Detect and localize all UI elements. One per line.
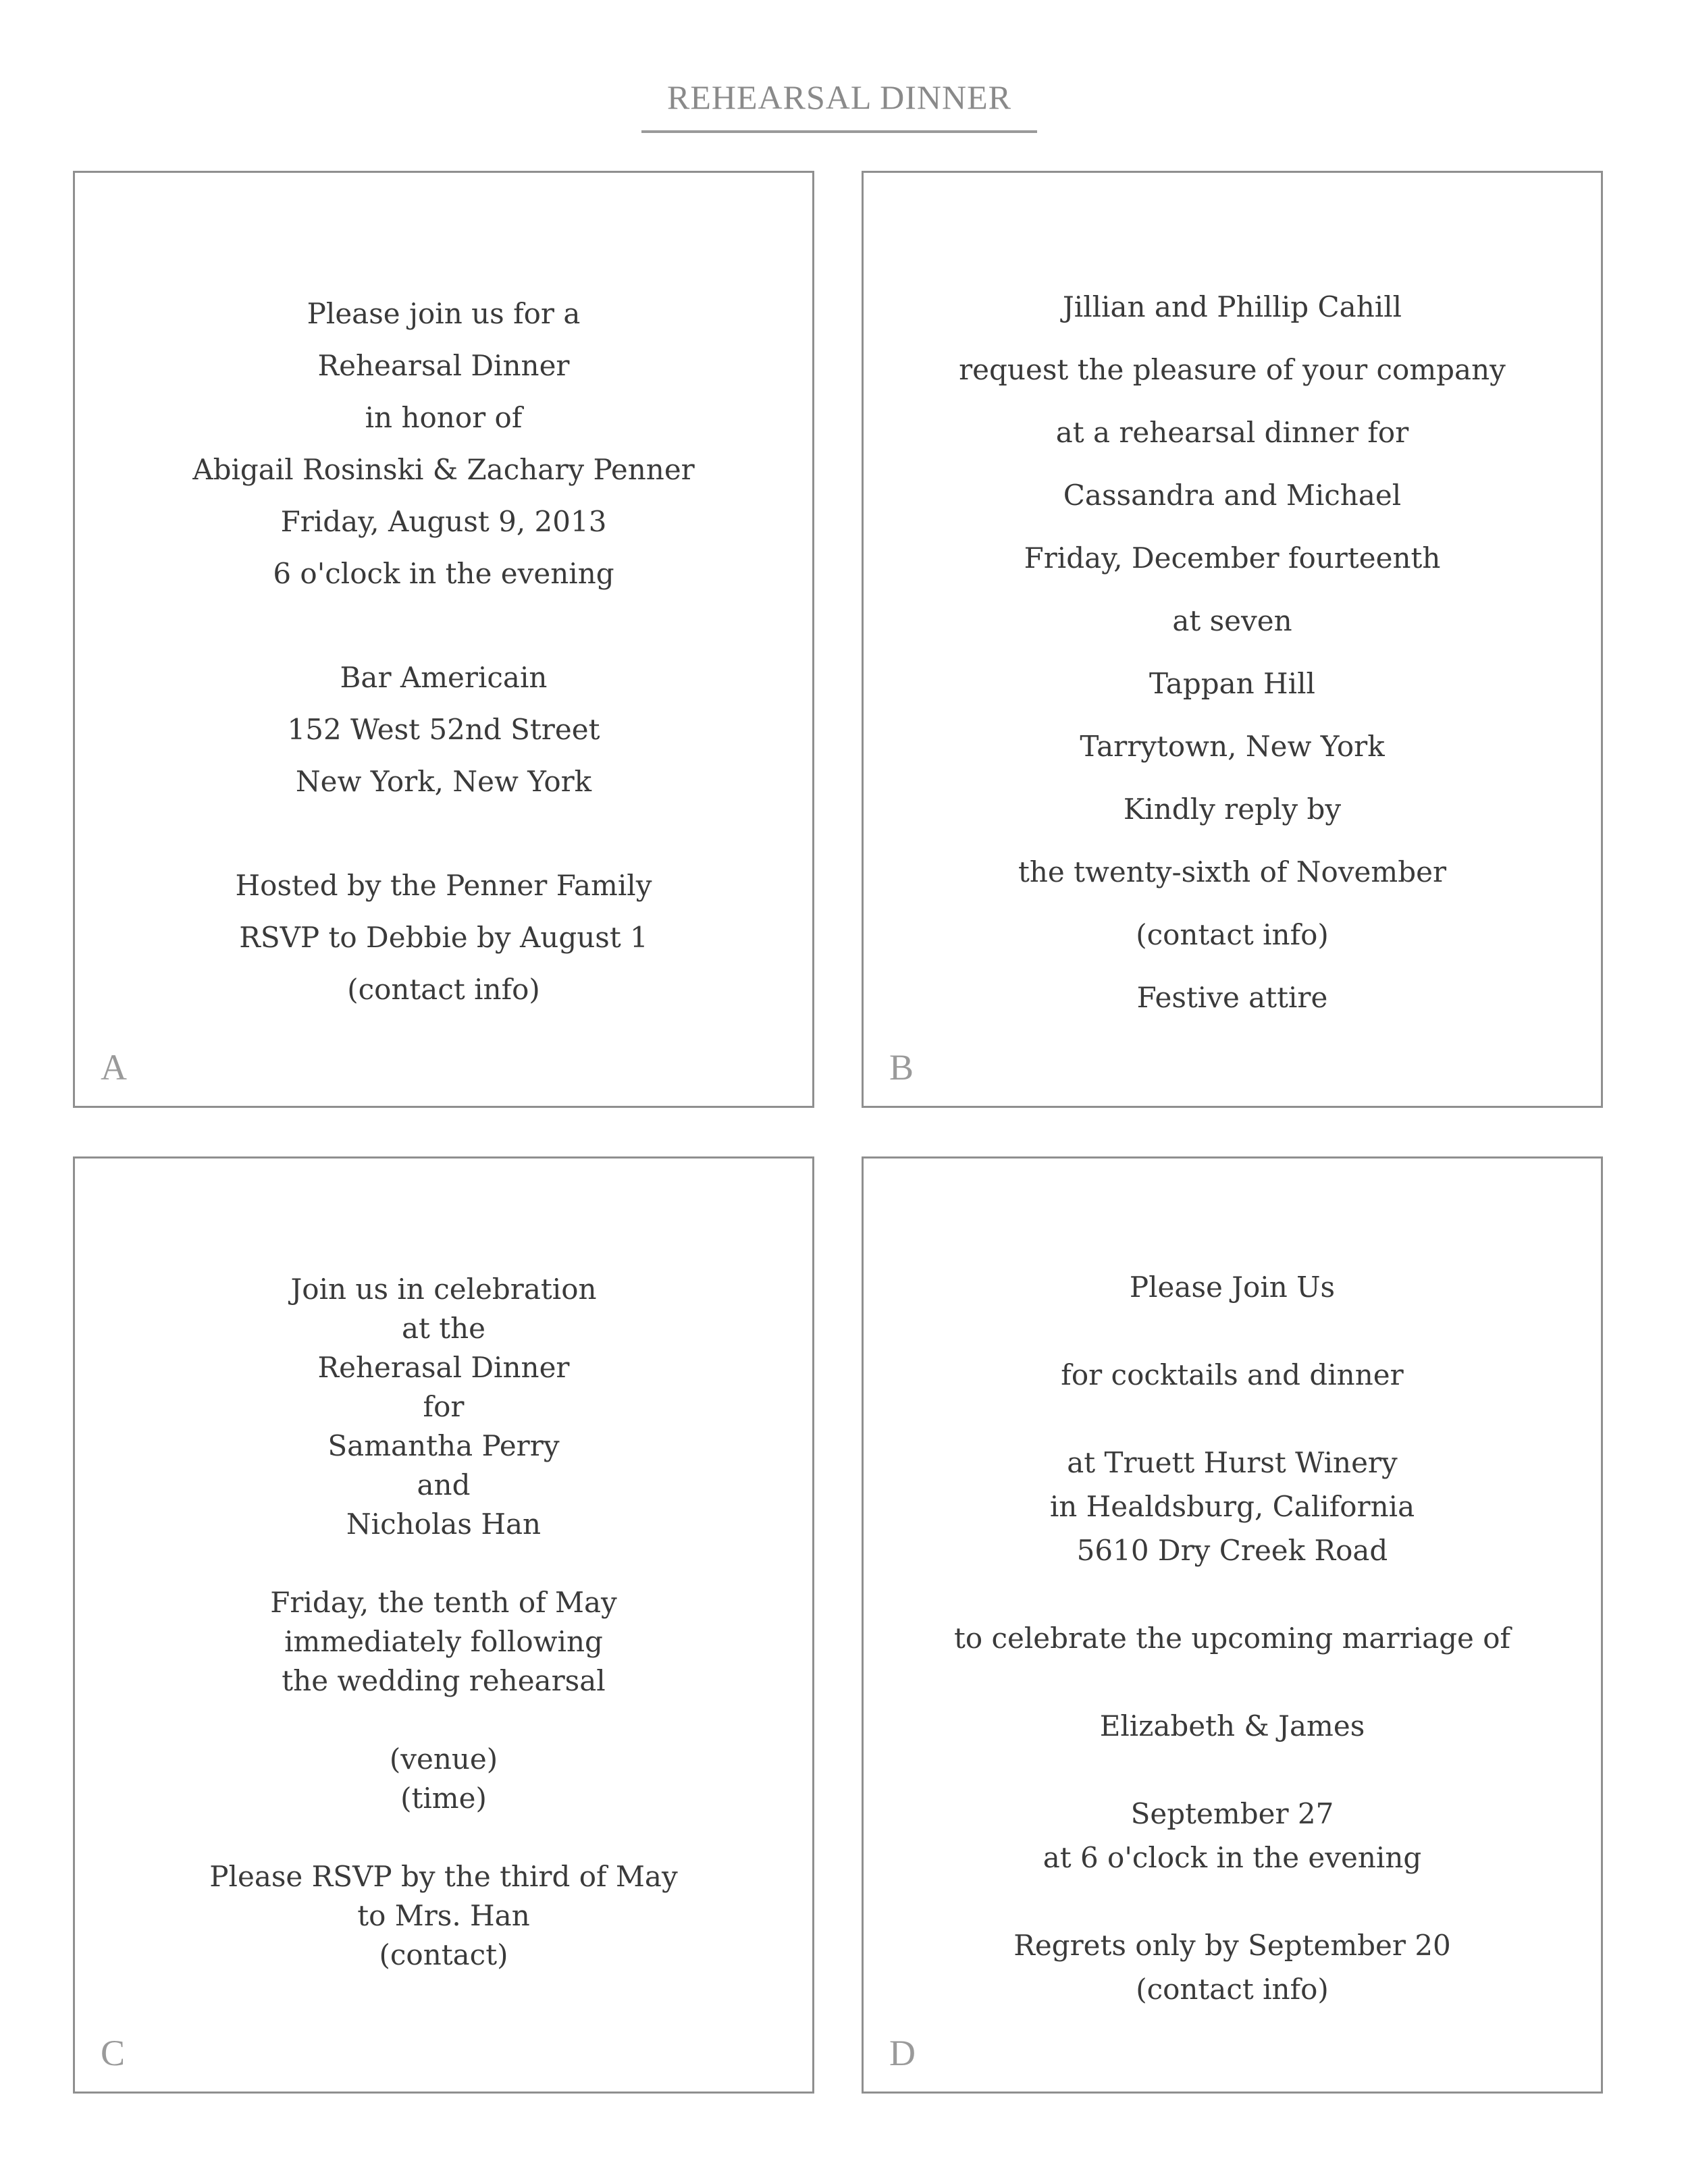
invitation-line: Please join us for a: [307, 297, 581, 330]
invitation-line: Friday, August 9, 2013: [280, 505, 607, 538]
invitation-line: Friday, the tenth of May: [270, 1586, 617, 1619]
invitation-line: in Healdsburg, California: [1049, 1490, 1415, 1523]
invitation-line: Rehearsal Dinner: [317, 349, 570, 382]
invitation-text: [75, 1270, 812, 1975]
invitation-line: Festive attire: [1136, 981, 1328, 1014]
invitation-line: the twenty-sixth of November: [1018, 855, 1447, 888]
invitation-line: (time): [400, 1782, 487, 1815]
line-spacer: [75, 600, 812, 651]
invitation-line: at Truett Hurst Winery: [1067, 1446, 1398, 1479]
invitation-line: Hosted by the Penner Family: [235, 869, 652, 902]
invitation-line: Samantha Perry: [327, 1429, 560, 1462]
invitation-line: (venue): [389, 1742, 498, 1776]
line-spacer: [75, 1701, 812, 1740]
title-underline: [641, 130, 1037, 133]
invitation-text: [864, 275, 1601, 1029]
invitation-line: 6 o'clock in the evening: [273, 557, 614, 590]
invitation-line: Elizabeth & James: [1099, 1709, 1365, 1742]
line-spacer: [864, 1397, 1601, 1441]
invitation-line: Regrets only by September 20: [1013, 1929, 1451, 1962]
line-spacer: [75, 1818, 812, 1857]
invitation-line: (contact info): [1136, 1973, 1329, 2006]
invitation-line: RSVP to Debbie by August 1: [239, 921, 648, 954]
card-letter: B: [889, 1047, 914, 1088]
invitation-line: the wedding rehearsal: [282, 1664, 606, 1697]
line-spacer: [864, 1572, 1601, 1616]
invitation-line: at the: [401, 1312, 486, 1345]
invitation-line: (contact info): [347, 973, 540, 1006]
invitation-line: Kindly reply by: [1123, 793, 1342, 826]
invitation-line: 152 West 52nd Street: [287, 713, 600, 746]
line-spacer: [864, 1880, 1601, 1923]
invitation-line: Tarrytown, New York: [1080, 730, 1385, 763]
line-spacer: [75, 1544, 812, 1583]
invitation-line: Please Join Us: [1129, 1271, 1336, 1304]
invitation-line: in honor of: [365, 401, 523, 434]
invitation-text: [75, 288, 812, 1015]
invitation-line: Please RSVP by the third of May: [209, 1860, 678, 1893]
line-spacer: [864, 1660, 1601, 1704]
invitation-line: at seven: [1172, 604, 1292, 637]
invitation-line: to Mrs. Han: [357, 1899, 530, 1932]
invitation-line: Cassandra and Michael: [1063, 479, 1402, 512]
invitation-line: Abigail Rosinski & Zachary Penner: [192, 453, 695, 486]
invitation-line: 5610 Dry Creek Road: [1076, 1534, 1388, 1567]
invitation-card-b: [862, 171, 1603, 1108]
line-spacer: [75, 807, 812, 859]
invitation-line: and: [417, 1468, 471, 1501]
invitation-card-d: [862, 1156, 1603, 2094]
invitation-line: immediately following: [284, 1625, 603, 1658]
invitation-card-c: [73, 1156, 814, 2094]
invitation-line: at a rehearsal dinner for: [1055, 416, 1409, 449]
invitation-line: Join us in celebration: [290, 1273, 597, 1306]
invitation-line: to celebrate the upcoming marriage of: [953, 1622, 1511, 1655]
page-title: REHEARSAL DINNER: [667, 78, 1011, 116]
invitation-line: for cocktails and dinner: [1061, 1358, 1404, 1391]
invitation-line: Tappan Hill: [1149, 667, 1315, 700]
invitation-line: Jillian and Phillip Cahill: [1062, 290, 1402, 323]
invitation-line: September 27: [1130, 1797, 1334, 1830]
card-letter: C: [101, 2033, 126, 2073]
line-spacer: [864, 1748, 1601, 1792]
invitation-line: (contact): [379, 1938, 508, 1971]
invitation-line: at 6 o'clock in the evening: [1043, 1841, 1422, 1874]
invitation-line: (contact info): [1136, 918, 1329, 951]
invitation-line: Nicholas Han: [346, 1508, 542, 1541]
card-letter: A: [101, 1047, 127, 1088]
invitation-text: [864, 1265, 1601, 2011]
invitation-line: Reherasal Dinner: [317, 1351, 570, 1384]
invitation-line: for: [423, 1390, 465, 1423]
invitation-card-a: [73, 171, 814, 1108]
invitation-line: Friday, December fourteenth: [1024, 541, 1441, 575]
invitation-line: Bar Americain: [340, 661, 548, 694]
line-spacer: [864, 1309, 1601, 1353]
invitation-line: New York, New York: [295, 765, 592, 798]
card-letter: D: [889, 2033, 916, 2073]
invitation-line: request the pleasure of your company: [959, 353, 1506, 386]
